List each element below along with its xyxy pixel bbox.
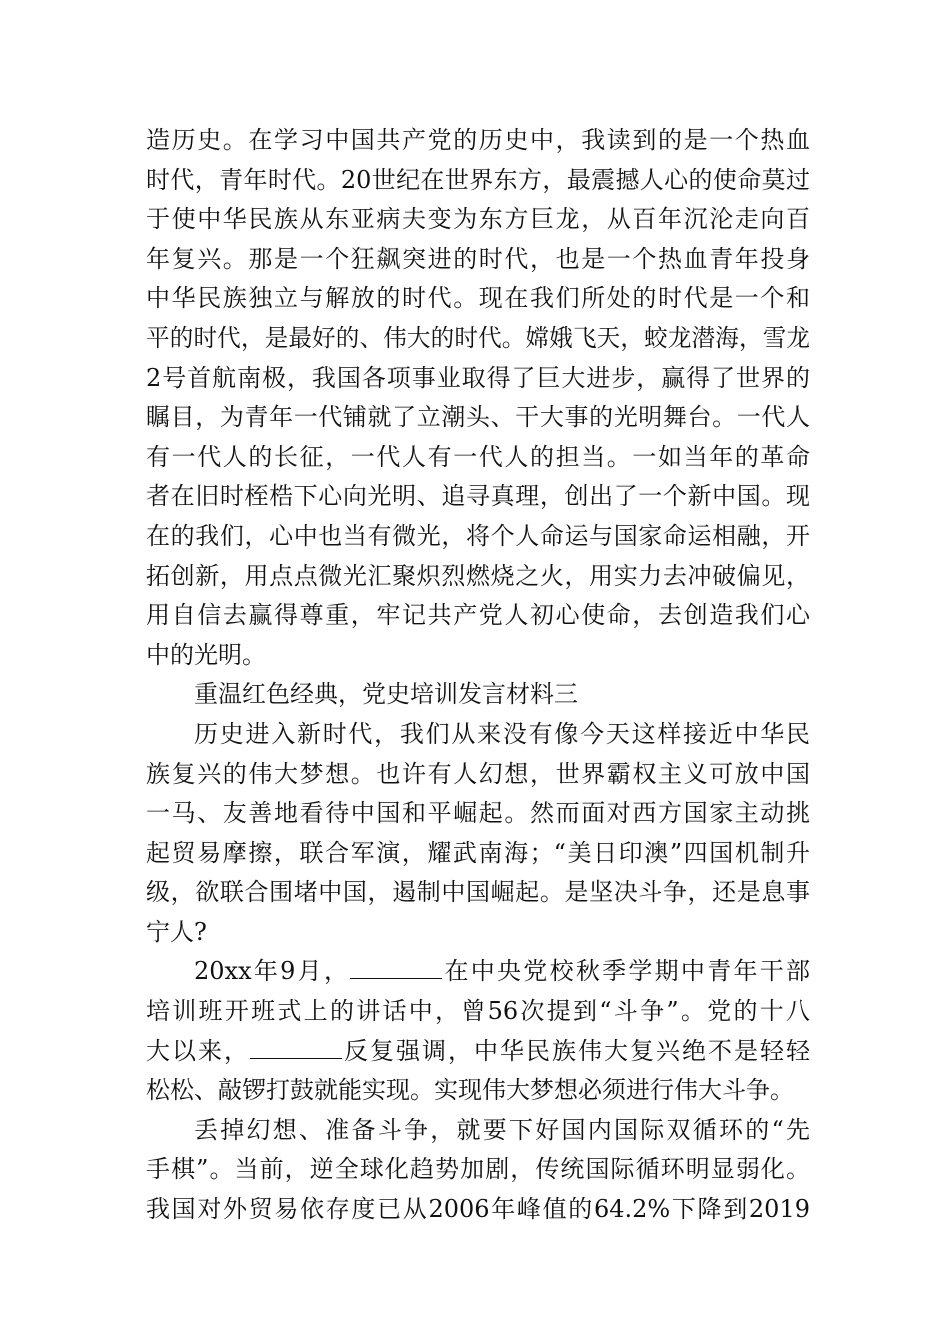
text-line: 中的光明。 (146, 640, 266, 669)
text-line: 历史进入新时代，我们从来没有像今天这样接近中华民 (194, 719, 810, 748)
text-line: 族复兴的伟大梦想。也许有人幻想，世界霸权主义可放中国 (146, 759, 810, 788)
text-line: 时代，青年时代。20世纪在世界东方，最震撼人心的使命莫过 (146, 165, 810, 194)
text-line: 宁人? (146, 917, 207, 946)
text-line: 2号首航南极，我国各项事业取得了巨大进步，赢得了世界的 (146, 363, 810, 392)
text-line: 有一代人的长征，一代人有一代人的担当。一如当年的革命 (146, 442, 810, 471)
text-line: 在的我们，心中也当有微光，将个人命运与国家命运相融，开 (146, 521, 810, 550)
blank-underline (250, 1038, 342, 1059)
text-line: 我国对外贸易依存度已从2006年峰值的64.2%下降到2019 (146, 1195, 810, 1224)
text-fragment: 反复强调，中华民族伟大复兴绝不是轻轻 (342, 1036, 810, 1065)
text-line: 起贸易摩擦，联合军演，耀武南海；“美日印澳”四国机制升 (146, 838, 810, 867)
text-line: 丢掉幻想、准备斗争，就要下好国内国际双循环的“先 (194, 1115, 810, 1144)
text-line: 中华民族独立与解放的时代。现在我们所处的时代是一个和 (146, 284, 810, 313)
text-fragment: 在中央党校秋季学期中青年干部 (442, 957, 810, 986)
text-line: 造历史。在学习中国共产党的历史中，我读到的是一个热血 (146, 126, 810, 154)
text-line: 用自信去赢得尊重，牢记共产党人初心使命，去创造我们心 (146, 601, 810, 630)
text-line: 年复兴。那是一个狂飙突进的时代，也是一个热血青年投身 (146, 244, 810, 273)
text-line: 级，欲联合围堵中国，遏制中国崛起。是坚决斗争，还是息事 (146, 878, 810, 907)
text-line: 瞩目，为青年一代铺就了立潮头、干大事的光明舞台。一代人 (146, 403, 810, 432)
text-line: 一马、友善地看待中国和平崛起。然而面对西方国家主动挑 (146, 799, 810, 828)
text-line: 者在旧时桎梏下心向光明、追寻真理，创出了一个新中国。现 (146, 482, 810, 511)
section-heading: 重温红色经典，党史培训发言材料三 (194, 680, 578, 709)
text-line (146, 1032, 810, 1072)
blank-underline (350, 958, 442, 979)
text-line (146, 952, 810, 992)
text-fragment: 20xx年9月， (194, 957, 351, 986)
text-line: 培训班开班式上的讲话中，曾56次提到“斗争”。党的十八 (146, 997, 810, 1026)
text-line: 手棋”。当前，逆全球化趋势加剧，传统国际循环明显弱化。 (146, 1155, 810, 1184)
text-line: 拓创新，用点点微光汇聚炽烈燃烧之火，用实力去冲破偏见， (146, 561, 810, 590)
text-line: 于使中华民族从东亚病夫变为东方巨龙，从百年沉沦走向百 (146, 205, 810, 234)
text-fragment: 大以来， (146, 1036, 250, 1065)
document-body (146, 121, 810, 1230)
text-line: 平的时代，是最好的、伟大的时代。嫦娥飞天，蛟龙潜海，雪龙 (146, 323, 810, 352)
text-line: 松松、敲锣打鼓就能实现。实现伟大梦想必须进行伟大斗争。 (146, 1076, 794, 1105)
